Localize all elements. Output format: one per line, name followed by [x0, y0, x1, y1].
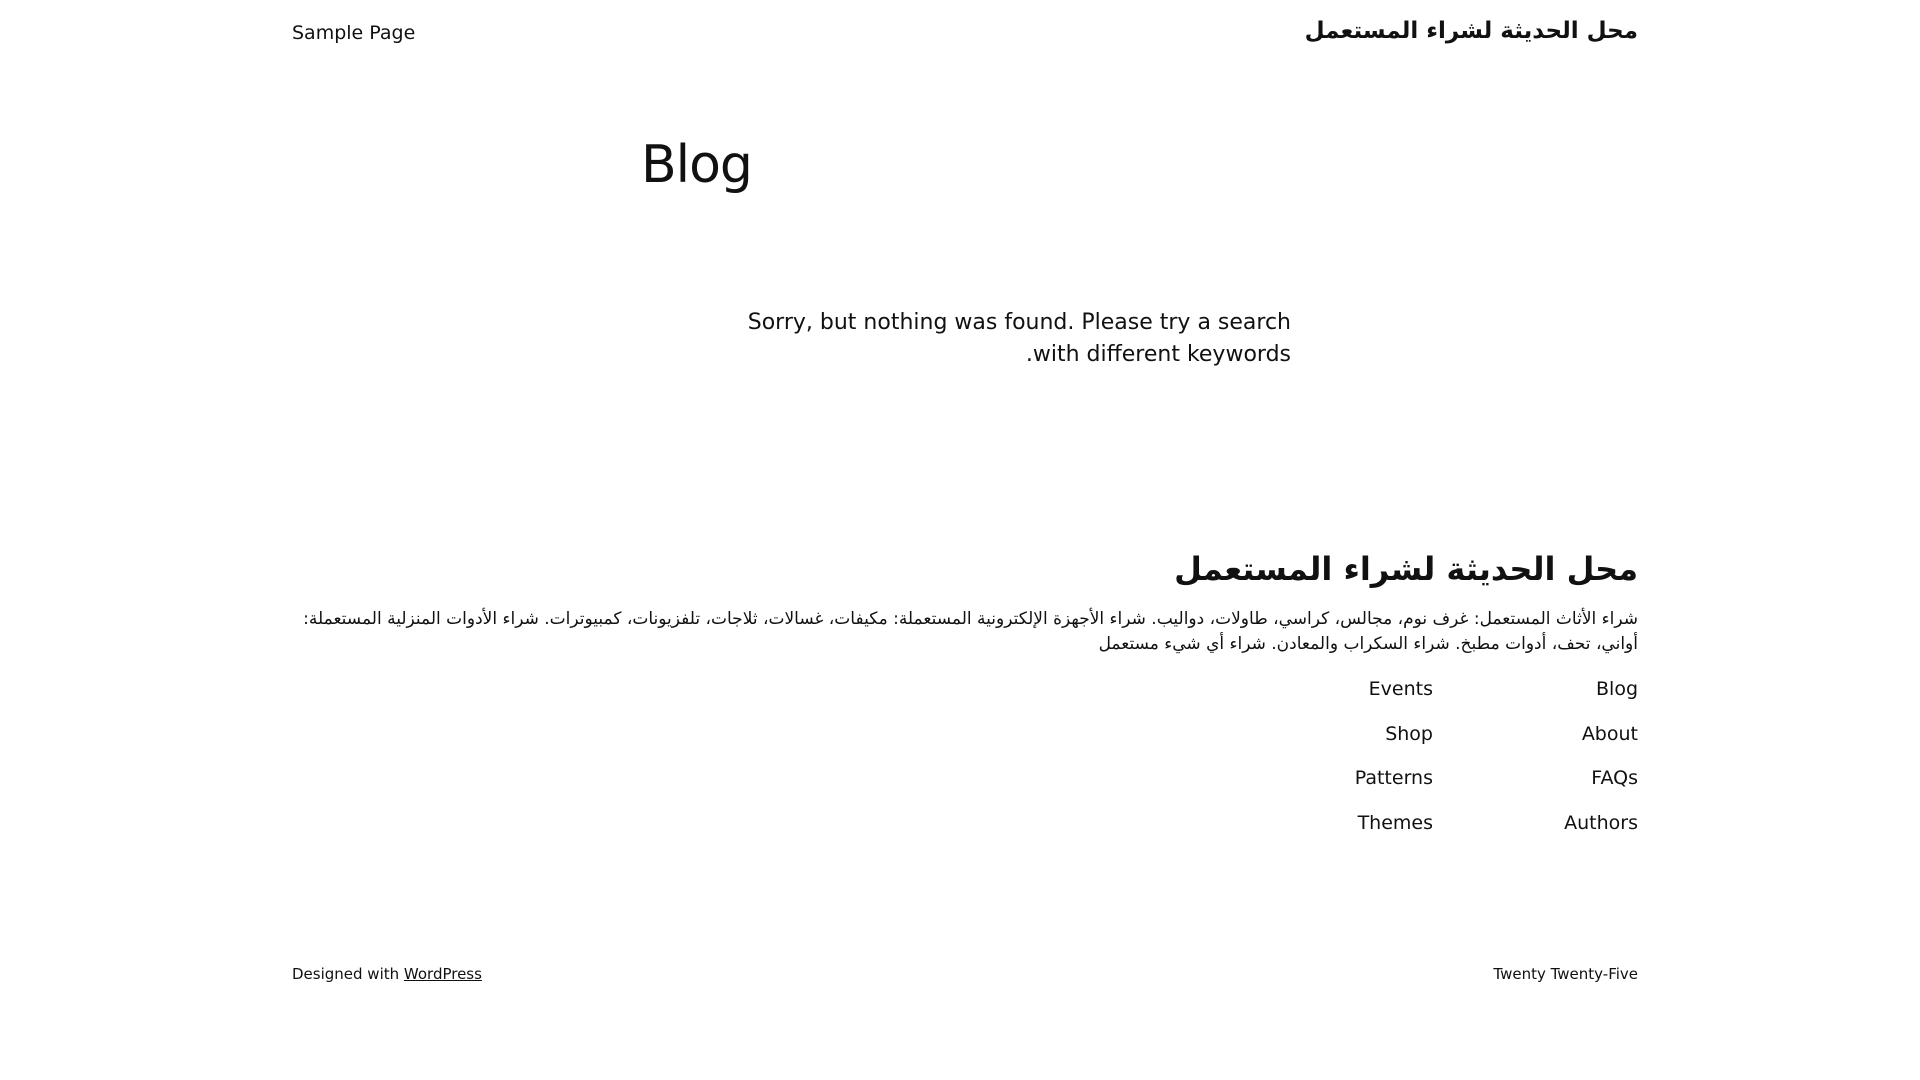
- site-title[interactable]: محل الحديثة لشراء المستعمل: [1304, 18, 1638, 44]
- footer-nav-column-1: [1564, 677, 1638, 855]
- footer-site-title[interactable]: محل الحديثة لشراء المستعمل: [1174, 550, 1638, 588]
- footer-link-blog[interactable]: Blog: [1596, 678, 1638, 700]
- footer-link-authors[interactable]: Authors: [1564, 811, 1638, 834]
- footer-nav-item: [1564, 766, 1638, 811]
- footer-nav-item: [1564, 677, 1638, 722]
- wordpress-link[interactable]: WordPress: [403, 965, 482, 983]
- footer-nav-item: [1564, 811, 1638, 856]
- footer-link-patterns[interactable]: Patterns: [1354, 767, 1433, 789]
- footer-link-events[interactable]: Events: [1368, 678, 1433, 700]
- footer-nav-item: [1355, 811, 1433, 856]
- footer-credit: [292, 965, 482, 983]
- footer-nav-item: [1355, 766, 1433, 811]
- credit-prefix: Designed with: [292, 965, 404, 983]
- theme-name: Twenty Twenty-Five: [1493, 965, 1638, 983]
- footer-nav-item: [1564, 722, 1638, 767]
- not-found-message: Sorry, but nothing was found. Please try a search with different keywords.: [747, 310, 1291, 367]
- footer-nav-item: [1355, 722, 1433, 767]
- footer-link-about[interactable]: About: [1581, 722, 1638, 745]
- footer-nav-column-2: [1355, 677, 1433, 855]
- page-title: Blog: [641, 135, 752, 195]
- footer-link-faqs[interactable]: FAQs: [1591, 767, 1638, 789]
- footer-description: شراء الأثاث المستعمل: غرف نوم، مجالس، كراسي، طاولات، دواليب. شراء الأجهزة الإلكترونية المستعملة: مكيفات، غسالات، ثلاجات، تلفزيونات، كمبيوترات. شراء الأدوات المنزلية المستعملة: أواني، تحف، أدوات مطبخ. شراء السكراب والمعادن. شراء أي شيء مستعمل: [303, 609, 1638, 654]
- nav-sample-page[interactable]: Sample Page: [292, 22, 416, 44]
- footer-link-shop[interactable]: Shop: [1385, 722, 1433, 745]
- footer-nav-item: [1355, 677, 1433, 722]
- footer-link-themes[interactable]: Themes: [1357, 811, 1433, 834]
